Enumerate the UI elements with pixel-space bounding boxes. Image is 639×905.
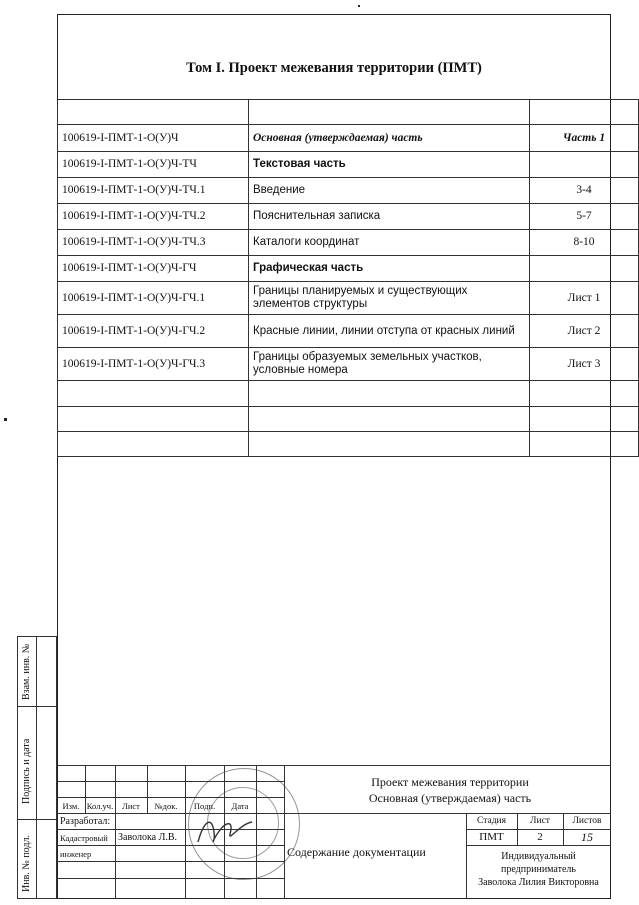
project-line-2: Основная (утверждаемая) часть: [368, 791, 532, 805]
row-code: 100619-I-ПМТ-1-О(У)Ч-ГЧ.1: [58, 282, 249, 315]
sheets-label: Листов: [572, 816, 602, 826]
row-page: [530, 152, 639, 178]
row-name: Красные линии, линии отступа от красных линий: [249, 315, 530, 348]
row-code: 100619-I-ПМТ-1-О(У)Ч-ТЧ.2: [58, 204, 249, 230]
scan-speck: [358, 5, 360, 7]
table-row: [58, 230, 639, 256]
hdr-izm: Изм.: [62, 801, 80, 811]
row-name: Введение: [249, 178, 530, 204]
empty-row: [58, 381, 639, 407]
table-row: [58, 152, 639, 178]
podpis-label: Подпись и дата: [21, 738, 32, 804]
row-code: 100619-I-ПМТ-1-О(У)Ч-ГЧ: [58, 256, 249, 282]
row-name: Пояснительная записка: [249, 204, 530, 230]
row-page: 3-4: [530, 178, 639, 204]
row-page: 5-7: [530, 204, 639, 230]
role-line-2: инженер: [60, 849, 92, 859]
table-row: [58, 315, 639, 348]
table-row: [58, 178, 639, 204]
sheets-value: 15: [581, 830, 593, 844]
row-name: Границы образуемых земельных участков, условные номера: [249, 348, 530, 381]
table-row: [58, 282, 639, 315]
hdr-list: Лист: [122, 801, 140, 811]
scan-speck: [4, 418, 7, 421]
sheet-value: 2: [537, 831, 543, 843]
vzam-label: Взам. инв. №: [21, 643, 32, 700]
empty-row: [58, 432, 639, 457]
stage-value: ПМТ: [479, 831, 504, 843]
row-page: Лист 2: [530, 315, 639, 348]
row-code: 100619-I-ПМТ-1-О(У)Ч-ТЧ.1: [58, 178, 249, 204]
role-line-1: Кадастровый: [60, 833, 108, 843]
org-line-1: Индивидуальный: [501, 851, 576, 862]
project-line-1: Проект межевания территории: [371, 775, 529, 789]
stage-label: Стадия: [477, 816, 506, 826]
row-name: Каталоги координат: [249, 230, 530, 256]
org-line-3: Заволока Лилия Викторовна: [478, 877, 599, 888]
sheet-label: Лист: [530, 816, 550, 826]
table-row: [58, 125, 639, 152]
row-name: Текстовая часть: [249, 152, 530, 178]
margin-stamp: [17, 636, 57, 899]
row-page: 8-10: [530, 230, 639, 256]
hdr-kolich: Кол.уч.: [86, 801, 114, 811]
row-page: [530, 256, 639, 282]
document-title: Том I. Проект межевания территории (ПМТ): [186, 60, 482, 76]
empty-row: [58, 407, 639, 432]
contents-table: [57, 99, 639, 457]
row-page: Лист 3: [530, 348, 639, 381]
row-name: Графическая часть: [249, 256, 530, 282]
person-name: Заволока Л.В.: [118, 832, 178, 843]
row-code: 100619-I-ПМТ-1-О(У)Ч-ГЧ.3: [58, 348, 249, 381]
row-page: Часть 1: [530, 125, 639, 152]
developed-label: Разработал:: [60, 816, 111, 827]
row-code: 100619-I-ПМТ-1-О(У)Ч: [58, 125, 249, 152]
table-header-row: [58, 100, 639, 125]
inv-label: Инв. № подл.: [21, 835, 32, 892]
table-row: [58, 204, 639, 230]
row-code: 100619-I-ПМТ-1-О(У)Ч-ТЧ.3: [58, 230, 249, 256]
row-name: Границы планируемых и существующих элементов структуры: [249, 282, 530, 315]
hdr-ndok: №док.: [154, 801, 178, 811]
hdr-data: Дата: [231, 801, 249, 811]
doc-title: Содержание документации: [287, 845, 426, 859]
row-code: 100619-I-ПМТ-1-О(У)Ч-ТЧ: [58, 152, 249, 178]
org-line-2: предприниматель: [501, 864, 576, 875]
signature-mark: [190, 812, 260, 852]
hdr-podp: Подп.: [193, 801, 216, 811]
table-row: [58, 256, 639, 282]
row-name: Основная (утверждаемая) часть: [249, 125, 530, 152]
row-page: Лист 1: [530, 282, 639, 315]
table-row: [58, 348, 639, 381]
row-code: 100619-I-ПМТ-1-О(У)Ч-ГЧ.2: [58, 315, 249, 348]
